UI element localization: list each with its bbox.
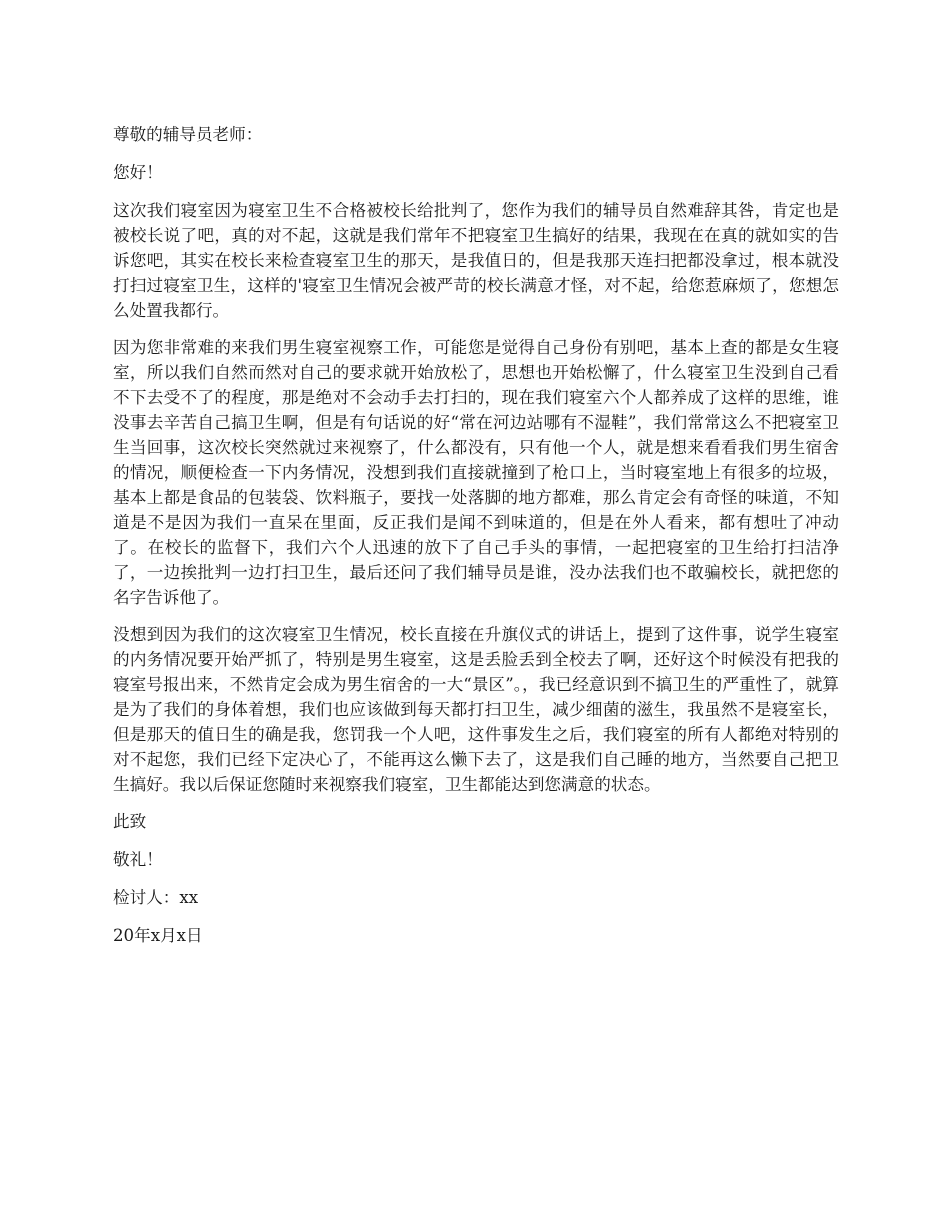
body-paragraph-3: 没想到因为我们的这次寝室卫生情况，校长直接在升旗仪式的讲话上，提到了这件事，说学生寝室的内务情况要开始严抓了，特别是男生寝室，这是丢脸丢到全校去了啊，还好这个时候没有把我的寝室号报出来，不然肯定会成为男生宿舍的一大“景区”。，我已经意识到不搞卫生的严重性了，就算是为了我们的身体着想，我们也应该做到每天都打扫卫生，减少细菌的滋生，我虽然不是寝室长，但是那天的值日生的确是我，您罚我一个人吧，这件事发生之后，我们寝室的所有人都绝对特别的对不起您，我们已经下定决心了，不能再这么懒下去了，这是我们自己睡的地方，当然要自己把卫生搞好。我以后保证您随时来视察我们寝室，卫生都能达到您满意的状态。 [113,625,839,794]
date: 20年x月x日 [113,926,203,945]
body-paragraph-2: 因为您非常难的来我们男生寝室视察工作，可能您是觉得自己身份有别吧，基本上查的都是女生寝室，所以我们自然而然对自己的要求就开始放松了，思想也开始松懈了，什么寝室卫生没到自己看不下去受不了的程度，那是绝对不会动手去打扫的，现在我们寝室六个人都养成了这样的思维，谁没事去辛苦自己搞卫生啊，但是有句话说的好“常在河边站哪有不湿鞋”，我们常常这么不把寝室卫生当回事，这次校长突然就过来视察了，什么都没有，只有他一个人，就是想来看看我们男生宿舍的情况，顺便检查一下内务情况，没想到我们直接就撞到了枪口上，当时寝室地上有很多的垃圾，基本上都是食品的包装袋、饮料瓶子，要找一处落脚的地方都难，那么肯定会有奇怪的味道，不知道是不是因为我们一直呆在里面，反正我们是闻不到味道的，但是在外人看来，都有想吐了冲动了。在校长的监督下，我们六个人迅速的放下了自己手头的事情，一起把寝室的卫生给打扫洁净了，一边挨批判一边打扫卫生，最后还问了我们辅导员是谁，没办法我们也不敢骗校长，就把您的名字告诉他了。 [113,338,839,607]
letter-document [113,122,839,961]
body-paragraph-1: 这次我们寝室因为寝室卫生不合格被校长给批判了，您作为我们的辅导员自然难辞其咎，肯定也是被校长说了吧，真的对不起，这就是我们常年不把寝室卫生搞好的结果，我现在在真的就如实的告诉您吧，其实在校长来检查寝室卫生的那天，是我值日的，但是我那天连扫把都没拿过，根本就没打扫过寝室卫生，这样的'寝室卫生情况会被严苛的校长满意才怪，对不起，给您惹麻烦了，您想怎么处置我都行。 [113,201,839,320]
salutation: 尊敬的辅导员老师： [113,125,263,144]
closing-line-1: 此致 [113,812,147,831]
greeting: 您好！ [113,163,163,182]
signature: 检讨人：xx [113,888,199,907]
closing-line-2: 敬礼！ [113,850,163,869]
